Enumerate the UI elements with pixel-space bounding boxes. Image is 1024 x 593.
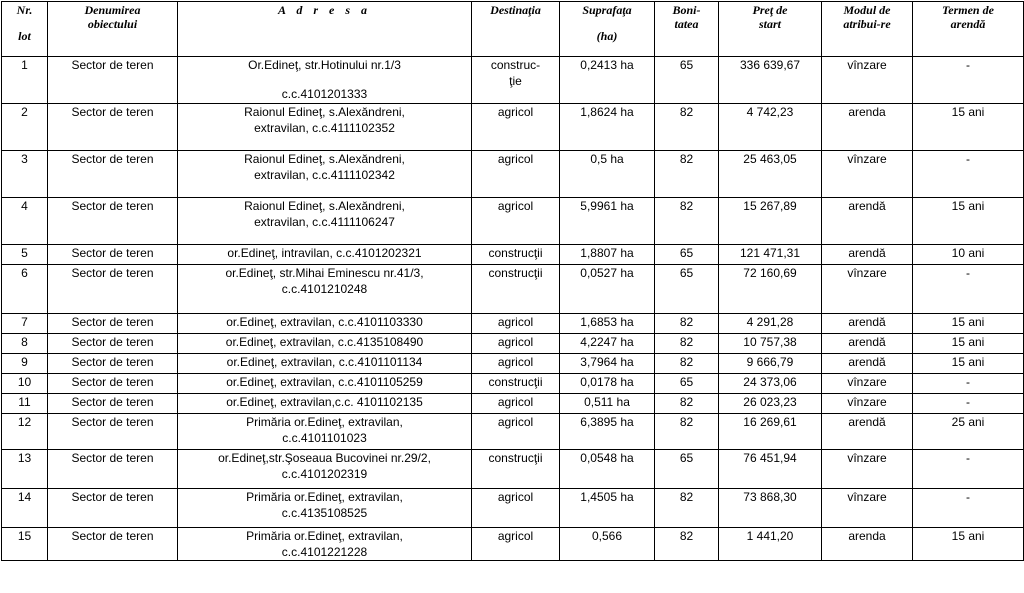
cell-modul: vînzare	[822, 265, 913, 314]
cell-nr: 6	[2, 265, 48, 314]
cell-bonitatea: 82	[655, 354, 719, 374]
cell-destinatia: construcţii	[472, 265, 560, 314]
cell-bonitatea: 82	[655, 394, 719, 414]
table-header	[2, 2, 1024, 57]
cell-destinatia: construcţii	[472, 245, 560, 265]
cell-modul: arendă	[822, 354, 913, 374]
cell-termen: -	[913, 151, 1024, 198]
cell-suprafata: 0,0527 ha	[560, 265, 655, 314]
cell-suprafata: 0,566	[560, 528, 655, 561]
cell-bonitatea: 82	[655, 104, 719, 151]
cell-suprafata: 3,7964 ha	[560, 354, 655, 374]
cell-destinatia: agricol	[472, 414, 560, 450]
cell-bonitatea: 82	[655, 314, 719, 334]
cell-pret: 73 868,30	[719, 489, 822, 528]
cell-termen: 25 ani	[913, 414, 1024, 450]
cell-bonitatea: 82	[655, 151, 719, 198]
header-modul-line1: Modul de	[843, 3, 891, 17]
cell-modul: arendă	[822, 245, 913, 265]
cell-termen: 10 ani	[913, 245, 1024, 265]
cell-denumirea: Sector de teren	[48, 489, 178, 528]
cell-pret: 72 160,69	[719, 265, 822, 314]
cell-termen: -	[913, 265, 1024, 314]
cell-denumirea: Sector de teren	[48, 265, 178, 314]
header-bonitatea-line2: tatea	[674, 17, 699, 31]
cell-nr: 12	[2, 414, 48, 450]
cell-termen: 15 ani	[913, 354, 1024, 374]
table-row	[2, 245, 1024, 265]
cell-adresa: or.Edineţ, extravilan, c.c.4101101134	[178, 354, 472, 374]
cell-bonitatea: 65	[655, 57, 719, 104]
adresa-line2: c.c.4101221228	[281, 545, 368, 559]
cell-pret: 16 269,61	[719, 414, 822, 450]
cell-suprafata: 0,5 ha	[560, 151, 655, 198]
cell-suprafata: 1,6853 ha	[560, 314, 655, 334]
adresa-line2: c.c.4101201333	[281, 87, 368, 101]
cell-adresa	[178, 265, 472, 314]
cell-pret: 25 463,05	[719, 151, 822, 198]
cell-pret: 1 441,20	[719, 528, 822, 561]
cell-pret: 4 742,23	[719, 104, 822, 151]
cell-nr: 13	[2, 450, 48, 489]
cell-pret: 336 639,67	[719, 57, 822, 104]
cell-nr: 3	[2, 151, 48, 198]
header-pret-line1: Preţ de	[752, 3, 788, 17]
header-destinatia	[472, 2, 560, 57]
cell-adresa	[178, 151, 472, 198]
cell-adresa	[178, 57, 472, 104]
table-row	[2, 450, 1024, 489]
cell-suprafata: 0,2413 ha	[560, 57, 655, 104]
cell-termen: 15 ani	[913, 314, 1024, 334]
cell-destinatia: agricol	[472, 334, 560, 354]
header-denumirea-line1: Denumirea	[84, 3, 141, 17]
header-denumirea-line2: obiectului	[87, 17, 138, 31]
cell-suprafata: 0,0548 ha	[560, 450, 655, 489]
cell-adresa	[178, 450, 472, 489]
adresa-line1: Raionul Edineţ, s.Alexăndreni,	[244, 105, 405, 119]
cell-nr: 1	[2, 57, 48, 104]
cell-nr: 11	[2, 394, 48, 414]
cell-adresa: or.Edineţ, intravilan, c.c.4101202321	[178, 245, 472, 265]
cell-denumirea: Sector de teren	[48, 354, 178, 374]
cell-denumirea: Sector de teren	[48, 528, 178, 561]
adresa-line1: Primăria or.Edineţ, extravilan,	[246, 415, 403, 429]
cell-modul: arenda	[822, 104, 913, 151]
cell-denumirea: Sector de teren	[48, 314, 178, 334]
cell-suprafata: 1,8624 ha	[560, 104, 655, 151]
cell-suprafata: 6,3895 ha	[560, 414, 655, 450]
cell-modul: vînzare	[822, 57, 913, 104]
adresa-line1: or.Edineţ, str.Mihai Eminescu nr.41/3,	[225, 266, 424, 280]
cell-adresa	[178, 198, 472, 245]
cell-denumirea: Sector de teren	[48, 57, 178, 104]
cell-nr: 2	[2, 104, 48, 151]
cell-nr: 8	[2, 334, 48, 354]
cell-nr: 4	[2, 198, 48, 245]
cell-bonitatea: 82	[655, 489, 719, 528]
table-row	[2, 314, 1024, 334]
cell-bonitatea: 82	[655, 414, 719, 450]
table-row	[2, 57, 1024, 104]
cell-nr: 7	[2, 314, 48, 334]
cell-bonitatea: 82	[655, 334, 719, 354]
cell-bonitatea: 65	[655, 245, 719, 265]
cell-nr: 14	[2, 489, 48, 528]
cell-termen: 15 ani	[913, 198, 1024, 245]
adresa-line2: c.c.4101202319	[281, 467, 368, 481]
cell-adresa	[178, 489, 472, 528]
cell-nr: 5	[2, 245, 48, 265]
cell-pret: 76 451,94	[719, 450, 822, 489]
cell-modul: vînzare	[822, 151, 913, 198]
adresa-line1: or.Edineţ,str.Şoseaua Bucovinei nr.29/2,	[218, 451, 431, 465]
cell-destinatia: agricol	[472, 489, 560, 528]
cell-pret: 10 757,38	[719, 334, 822, 354]
header-termen	[913, 2, 1024, 57]
table-row	[2, 198, 1024, 245]
header-nr-line2: lot	[18, 29, 31, 43]
cell-modul: arendă	[822, 314, 913, 334]
cell-destinatia: agricol	[472, 314, 560, 334]
cell-pret: 4 291,28	[719, 314, 822, 334]
cell-nr: 10	[2, 374, 48, 394]
cell-adresa	[178, 414, 472, 450]
cell-adresa: or.Edineţ, extravilan, c.c.4101103330	[178, 314, 472, 334]
cell-denumirea: Sector de teren	[48, 394, 178, 414]
header-termen-line2: arendă	[950, 17, 986, 31]
cell-pret: 9 666,79	[719, 354, 822, 374]
cell-termen: -	[913, 374, 1024, 394]
cell-suprafata: 0,511 ha	[560, 394, 655, 414]
cell-destinatia: agricol	[472, 104, 560, 151]
table-row	[2, 151, 1024, 198]
cell-destinatia: construcţii	[472, 450, 560, 489]
cell-termen: 15 ani	[913, 528, 1024, 561]
cell-suprafata: 4,2247 ha	[560, 334, 655, 354]
cell-modul: arendă	[822, 334, 913, 354]
header-suprafata-line1: Suprafaţa	[582, 3, 632, 17]
cell-destinatia: agricol	[472, 394, 560, 414]
cell-modul: arendă	[822, 414, 913, 450]
adresa-line1: Or.Edineţ, str.Hotinului nr.1/3	[248, 58, 401, 72]
lots-table	[1, 1, 1024, 561]
cell-suprafata: 5,9961 ha	[560, 198, 655, 245]
cell-modul: vînzare	[822, 450, 913, 489]
cell-destinatia: agricol	[472, 198, 560, 245]
cell-denumirea: Sector de teren	[48, 198, 178, 245]
header-modul	[822, 2, 913, 57]
header-adresa-line1: A d r e s a	[277, 3, 371, 17]
adresa-line2: extravilan, c.c.4111106247	[254, 215, 395, 229]
cell-bonitatea: 65	[655, 450, 719, 489]
header-suprafata-line2: (ha)	[596, 29, 618, 43]
cell-bonitatea: 65	[655, 265, 719, 314]
cell-denumirea: Sector de teren	[48, 450, 178, 489]
cell-destinatia	[472, 57, 560, 104]
cell-adresa	[178, 104, 472, 151]
destinatia-line2: ţie	[509, 74, 522, 88]
cell-nr: 15	[2, 528, 48, 561]
cell-termen: -	[913, 394, 1024, 414]
header-bonitatea	[655, 2, 719, 57]
header-nr-line1: Nr.	[16, 3, 33, 17]
cell-destinatia: agricol	[472, 151, 560, 198]
table-row	[2, 414, 1024, 450]
cell-denumirea: Sector de teren	[48, 245, 178, 265]
cell-pret: 24 373,06	[719, 374, 822, 394]
adresa-line1: Primăria or.Edineţ, extravilan,	[246, 529, 403, 543]
header-bonitatea-line1: Boni-	[672, 3, 701, 17]
adresa-line1: Raionul Edineţ, s.Alexăndreni,	[244, 199, 405, 213]
cell-termen: -	[913, 450, 1024, 489]
header-pret-line2: start	[758, 17, 781, 31]
header-modul-line2: atribui-re	[843, 17, 891, 31]
cell-adresa: or.Edineţ, extravilan,c.c. 4101102135	[178, 394, 472, 414]
cell-denumirea: Sector de teren	[48, 151, 178, 198]
adresa-line2: c.c.4135108525	[281, 506, 368, 520]
cell-modul: arenda	[822, 528, 913, 561]
cell-pret: 26 023,23	[719, 394, 822, 414]
cell-termen: -	[913, 489, 1024, 528]
header-denumirea	[48, 2, 178, 57]
cell-suprafata: 0,0178 ha	[560, 374, 655, 394]
table-row	[2, 528, 1024, 561]
adresa-line1: Primăria or.Edineţ, extravilan,	[246, 490, 403, 504]
cell-modul: vînzare	[822, 374, 913, 394]
adresa-line2: c.c.4101210248	[281, 282, 368, 296]
cell-termen: -	[913, 57, 1024, 104]
cell-bonitatea: 82	[655, 528, 719, 561]
adresa-line1: Raionul Edineţ, s.Alexăndreni,	[244, 152, 405, 166]
table-row	[2, 354, 1024, 374]
cell-adresa: or.Edineţ, extravilan, c.c.4101105259	[178, 374, 472, 394]
cell-bonitatea: 65	[655, 374, 719, 394]
header-destinatia-line1: Destinaţia	[490, 3, 541, 17]
destinatia-line1: construc-	[490, 58, 541, 72]
header-termen-line1: Termen de	[942, 3, 994, 17]
cell-destinatia: agricol	[472, 354, 560, 374]
table-row	[2, 104, 1024, 151]
cell-suprafata: 1,8807 ha	[560, 245, 655, 265]
cell-pret: 15 267,89	[719, 198, 822, 245]
header-adresa	[178, 2, 472, 57]
table-row	[2, 489, 1024, 528]
cell-modul: arendă	[822, 198, 913, 245]
cell-denumirea: Sector de teren	[48, 414, 178, 450]
table-row	[2, 394, 1024, 414]
table-body	[2, 57, 1024, 561]
table-row	[2, 334, 1024, 354]
cell-destinatia: construcţii	[472, 374, 560, 394]
cell-destinatia: agricol	[472, 528, 560, 561]
header-nr-lot	[2, 2, 48, 57]
cell-adresa: or.Edineţ, extravilan, c.c.4135108490	[178, 334, 472, 354]
adresa-line2: extravilan, c.c.4111102342	[254, 168, 395, 182]
header-suprafata	[560, 2, 655, 57]
cell-suprafata: 1,4505 ha	[560, 489, 655, 528]
adresa-line2: c.c.4101101023	[282, 431, 367, 445]
cell-bonitatea: 82	[655, 198, 719, 245]
cell-denumirea: Sector de teren	[48, 374, 178, 394]
table-row	[2, 374, 1024, 394]
cell-modul: vînzare	[822, 489, 913, 528]
cell-termen: 15 ani	[913, 334, 1024, 354]
adresa-line2: extravilan, c.c.4111102352	[254, 121, 395, 135]
cell-modul: vînzare	[822, 394, 913, 414]
cell-denumirea: Sector de teren	[48, 334, 178, 354]
cell-nr: 9	[2, 354, 48, 374]
cell-adresa	[178, 528, 472, 561]
header-pret	[719, 2, 822, 57]
cell-denumirea: Sector de teren	[48, 104, 178, 151]
table-row	[2, 265, 1024, 314]
cell-pret: 121 471,31	[719, 245, 822, 265]
cell-termen: 15 ani	[913, 104, 1024, 151]
